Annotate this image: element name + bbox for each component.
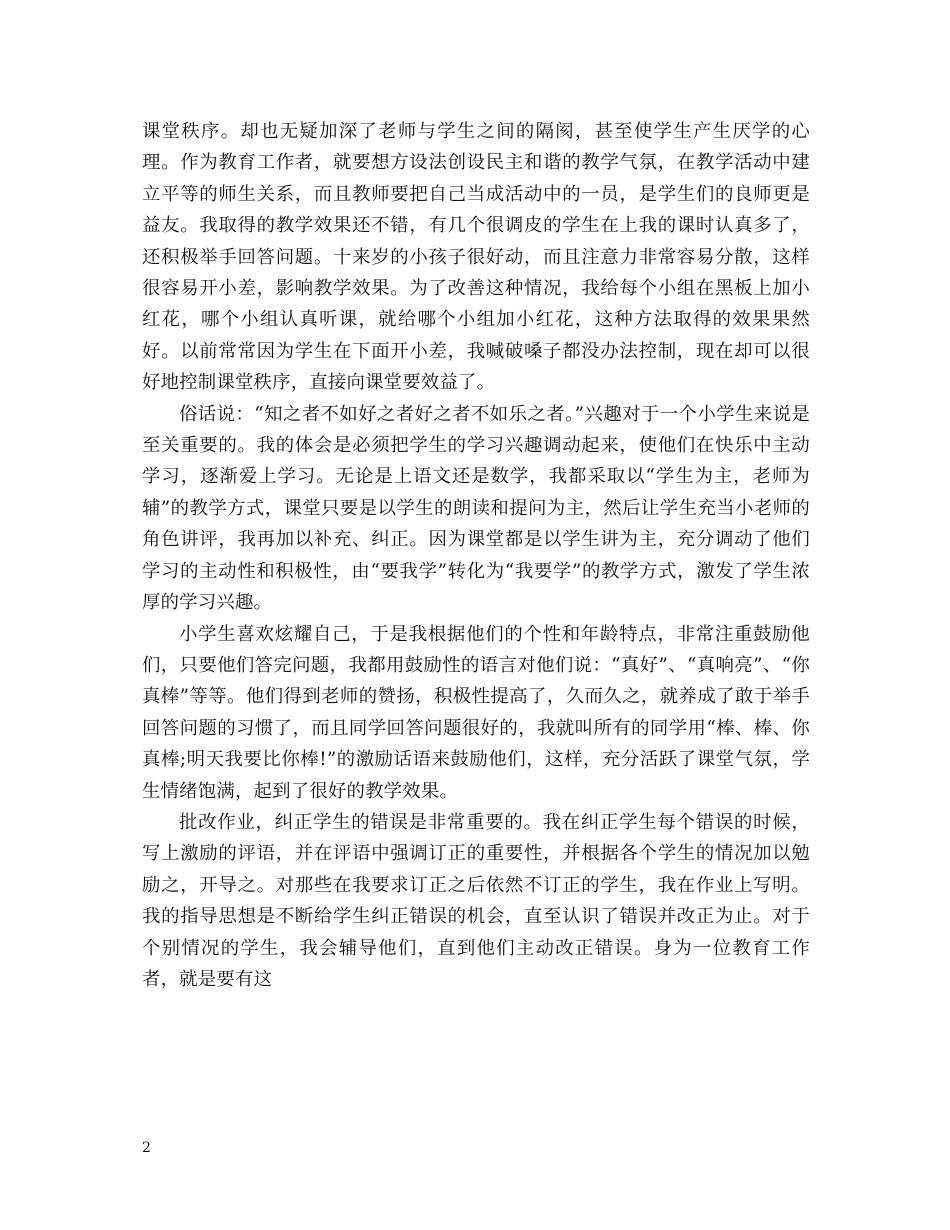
paragraph-2: 俗话说：“知之者不如好之者好之者不如乐之者。”兴趣对于一个小学生来说是至关重要的。我的体会是必须把学生的学习兴趣调动起来，使他们在快乐中主动学习，逐渐爱上学习。无论是上语文还是数学，我都采取以“学生为主，老师为辅”的教学方式，课堂只要是以学生的朗读和提问为主，然后让学生充当小老师的角色讲评，我再加以补充、纠正。因为课堂都是以学生讲为主，充分调动了他们学习的主动性和积极性，由“要我学”转化为“我要学”的教学方式，激发了学生浓厚的学习兴趣。 <box>142 403 810 614</box>
paragraph-3: 小学生喜欢炫耀自己，于是我根据他们的个性和年龄特点，非常注重鼓励他们，只要他们答完问题，我都用鼓励性的语言对他们说：“真好”、“真响亮”、“你真棒”等等。他们得到老师的赞扬，积极性提高了，久而久之，就养成了敢于举手回答问题的习惯了，而且同学回答问题很好的，我就叫所有的同学用“棒、棒、你真棒;明天我要比你棒!”的激励话语来鼓励他们，这样，充分活跃了课堂气氛，学生情绪饱满，起到了很好的教学效果。 <box>142 623 810 802</box>
page-number: 2 <box>142 1140 151 1156</box>
paragraph-1: 课堂秩序。却也无疑加深了老师与学生之间的隔阂，甚至使学生产生厌学的心理。作为教育工作者，就要想方设法创设民主和谐的教学气氛，在教学活动中建立平等的师生关系，而且教师要把自己当成活动中的一员，是学生们的良师更是益友。我取得的教学效果还不错，有几个很调皮的学生在上我的课时认真多了，还积极举手回答问题。十来岁的小孩子很好动，而且注意力非常容易分散，这样很容易开小差，影响教学效果。为了改善这种情况，我给每个小组在黑板上加小红花，哪个小组认真听课，就给哪个小组加小红花，这种方法取得的效果果然好。以前常常因为学生在下面开小差，我喊破嗓子都没办法控制，现在却可以很好地控制课堂秩序，直接向课堂要效益了。 <box>142 121 810 394</box>
paragraph-4: 批改作业，纠正学生的错误是非常重要的。我在纠正学生每个错误的时候，写上激励的评语，并在评语中强调订正的重要性，并根据各个学生的情况加以勉励之，开导之。对那些在我要求订正之后依然不订正的学生，我在作业上写明。我的指导思想是不断给学生纠正错误的机会，直至认识了错误并改正为止。对于个别情况的学生，我会辅导他们，直到他们主动改正错误。身为一位教育工作者，就是要有这 <box>142 811 810 990</box>
body-text <box>142 116 810 995</box>
